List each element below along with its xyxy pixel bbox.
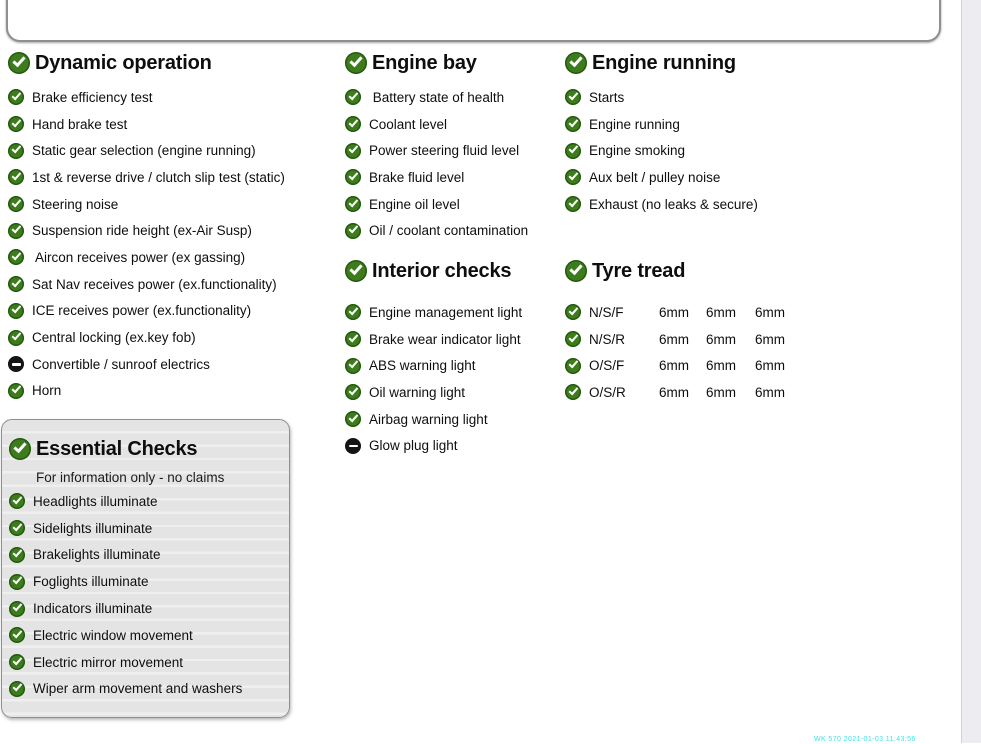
tread-depth-value: 6mm — [706, 384, 736, 400]
checklist-item — [565, 137, 805, 164]
check-icon — [8, 383, 24, 399]
checklist-item-label: Electric mirror movement — [33, 654, 184, 670]
tread-depth-value: 6mm — [706, 304, 736, 320]
checklist-item — [565, 191, 805, 218]
check-icon — [345, 358, 361, 374]
check-icon — [9, 574, 25, 590]
section-check-icon — [345, 260, 367, 282]
checklist-item-label: Power steering fluid level — [369, 143, 520, 159]
checklist — [9, 488, 289, 702]
checklist-item-label: Headlights illuminate — [33, 493, 158, 509]
checklist-item — [345, 217, 560, 244]
checklist-item-label: Hand brake test — [32, 116, 128, 132]
section-title: Interior checks — [372, 259, 512, 282]
checklist-item-label: Aircon receives power (ex gassing) — [32, 249, 246, 265]
tread-depth-value: 6mm — [659, 358, 689, 374]
checklist-item — [345, 379, 560, 406]
checklist-item-label: 1st & reverse drive / clutch slip test (static) — [32, 169, 285, 185]
checklist-item-label: Engine management light — [369, 304, 523, 320]
checklist-item-label: Electric window movement — [33, 627, 193, 643]
checklist-item-label: Engine smoking — [589, 143, 686, 159]
checklist-item-label: Horn — [32, 383, 62, 399]
section-subtitle: For information only - no claims — [36, 469, 225, 485]
checklist-item — [9, 515, 289, 542]
checklist-item — [8, 378, 338, 405]
check-icon — [345, 438, 361, 454]
checklist-item — [345, 191, 560, 218]
check-icon — [9, 681, 25, 697]
check-icon — [345, 196, 361, 212]
check-icon — [565, 304, 581, 320]
checklist-item — [8, 271, 338, 298]
section-essential-checks — [1, 419, 290, 718]
previous-section-box-edge — [6, 0, 941, 42]
check-icon — [8, 196, 24, 212]
section-heading — [9, 432, 289, 466]
section-interior-checks — [345, 254, 560, 459]
checklist-item-label: Glow plug light — [369, 438, 458, 454]
section-tyre-tread — [565, 254, 805, 406]
checklist-item-label: Foglights illuminate — [33, 574, 149, 590]
checklist-item — [345, 84, 560, 111]
checklist-item-label: Engine running — [589, 116, 680, 132]
checklist-item — [9, 595, 289, 622]
check-icon — [565, 358, 581, 374]
check-icon — [8, 303, 24, 319]
checklist-item-label: ABS warning light — [369, 358, 476, 374]
checklist-item — [565, 164, 805, 191]
checklist-item — [8, 324, 338, 351]
checklist-item — [345, 406, 560, 433]
checklist-item — [8, 298, 338, 325]
section-check-icon — [345, 52, 367, 74]
checklist-item — [9, 649, 289, 676]
tread-depth-value: 6mm — [755, 358, 785, 374]
checklist-item — [8, 217, 338, 244]
tyre-tread-row — [565, 379, 805, 406]
checklist-item — [8, 111, 338, 138]
checklist-item — [9, 542, 289, 569]
checklist-item-label: Exhaust (no leaks & secure) — [589, 196, 758, 212]
tread-depth-value: 6mm — [659, 384, 689, 400]
check-icon — [345, 384, 361, 400]
check-icon — [8, 330, 24, 346]
section-heading — [565, 46, 805, 80]
tyre-position-label: N/S/R — [589, 331, 626, 347]
check-icon — [8, 143, 24, 159]
check-icon — [9, 654, 25, 670]
check-icon — [8, 169, 24, 185]
tread-depth-value: 6mm — [755, 304, 785, 320]
tread-depth-value: 6mm — [706, 358, 736, 374]
checklist-item — [8, 84, 338, 111]
section-title: Engine bay — [372, 51, 477, 74]
tyre-position-label: O/S/R — [589, 384, 626, 400]
checklist — [565, 84, 805, 217]
check-icon — [565, 196, 581, 212]
checklist-item-label: Static gear selection (engine running) — [32, 143, 256, 159]
section-title: Tyre tread — [592, 259, 686, 282]
tyre-tread-table — [565, 299, 805, 406]
check-icon — [345, 143, 361, 159]
tyre-tread-row — [565, 326, 805, 353]
checklist-item — [8, 191, 338, 218]
check-icon — [8, 89, 24, 105]
checklist-item — [8, 351, 338, 378]
check-icon — [9, 627, 25, 643]
check-icon — [565, 331, 581, 347]
checklist-item — [345, 326, 560, 353]
checklist-item — [345, 111, 560, 138]
tread-depth-value: 6mm — [706, 331, 736, 347]
checklist-item — [8, 137, 338, 164]
section-engine-bay — [345, 46, 560, 244]
tread-depth-value: 6mm — [755, 331, 785, 347]
check-icon — [8, 276, 24, 292]
section-title: Essential Checks — [36, 437, 198, 460]
check-icon — [565, 116, 581, 132]
section-check-icon — [565, 260, 587, 282]
checklist-item-label: Brake fluid level — [369, 169, 465, 185]
checklist-item-label: Brake efficiency test — [32, 89, 153, 105]
check-icon — [9, 547, 25, 563]
check-icon — [8, 356, 24, 372]
tyre-tread-row — [565, 299, 805, 326]
check-icon — [9, 520, 25, 536]
section-title: Engine running — [592, 51, 736, 74]
check-icon — [8, 249, 24, 265]
checklist-item-label: Battery state of health — [369, 89, 505, 105]
checklist-item-label: ICE receives power (ex.functionality) — [32, 303, 252, 319]
checklist-item — [8, 164, 338, 191]
scrollbar-track[interactable] — [961, 0, 981, 743]
check-icon — [8, 116, 24, 132]
section-dynamic-operation — [8, 46, 338, 404]
check-icon — [345, 304, 361, 320]
checklist — [345, 84, 560, 244]
checklist-item-label: Brakelights illuminate — [33, 547, 161, 563]
check-icon — [345, 116, 361, 132]
section-title: Dynamic operation — [35, 51, 212, 74]
checklist-item-label: Sidelights illuminate — [33, 520, 153, 536]
checklist-item — [345, 137, 560, 164]
section-heading — [345, 254, 560, 288]
section-engine-running — [565, 46, 805, 217]
checklist-item-label: Suspension ride height (ex-Air Susp) — [32, 223, 252, 239]
checklist-item — [9, 488, 289, 515]
checklist-item-label: Indicators illuminate — [33, 601, 153, 617]
tread-depth-value: 6mm — [755, 384, 785, 400]
section-check-icon — [9, 438, 31, 460]
checklist — [8, 84, 338, 404]
checklist-item-label: Oil / coolant contamination — [369, 223, 529, 239]
checklist-item — [565, 111, 805, 138]
check-icon — [9, 493, 25, 509]
tread-depth-value: 6mm — [659, 304, 689, 320]
check-icon — [565, 143, 581, 159]
checklist-item — [345, 352, 560, 379]
section-heading — [565, 254, 805, 288]
section-check-icon — [565, 52, 587, 74]
checklist — [345, 299, 560, 459]
check-icon — [9, 601, 25, 617]
checklist-item-label: Sat Nav receives power (ex.functionality) — [32, 276, 277, 292]
checklist-item — [9, 568, 289, 595]
checklist-item — [9, 622, 289, 649]
checklist-item-label: Airbag warning light — [369, 411, 488, 427]
tyre-tread-row — [565, 352, 805, 379]
checklist-item — [8, 244, 338, 271]
check-icon — [565, 384, 581, 400]
check-icon — [8, 223, 24, 239]
checklist-item — [9, 676, 289, 703]
checklist-item-label: Coolant level — [369, 116, 448, 132]
checklist-item — [345, 432, 560, 459]
check-icon — [345, 331, 361, 347]
checklist-item-label: Steering noise — [32, 196, 119, 212]
checklist-item-label: Central locking (ex.key fob) — [32, 330, 196, 346]
section-check-icon — [8, 52, 30, 74]
check-icon — [565, 89, 581, 105]
check-icon — [345, 223, 361, 239]
check-icon — [345, 169, 361, 185]
section-heading — [8, 46, 338, 80]
checklist-item — [345, 299, 560, 326]
checklist-item — [565, 84, 805, 111]
checklist-item-label: Wiper arm movement and washers — [33, 681, 243, 697]
check-icon — [345, 411, 361, 427]
tyre-position-label: N/S/F — [589, 304, 624, 320]
checklist-item-label: Convertible / sunroof electrics — [32, 356, 210, 372]
section-heading — [345, 46, 560, 80]
watermark-text: WK 570 2021-01-03 11:43:56 — [814, 736, 916, 743]
checklist-item-label: Starts — [589, 89, 625, 105]
checklist-item-label: Engine oil level — [369, 196, 460, 212]
checklist-item-label: Aux belt / pulley noise — [589, 169, 721, 185]
checklist-item-label: Brake wear indicator light — [369, 331, 521, 347]
tyre-position-label: O/S/F — [589, 358, 625, 374]
tread-depth-value: 6mm — [659, 331, 689, 347]
checklist-item-label: Oil warning light — [369, 384, 466, 400]
checklist-item — [345, 164, 560, 191]
check-icon — [345, 89, 361, 105]
check-icon — [565, 169, 581, 185]
